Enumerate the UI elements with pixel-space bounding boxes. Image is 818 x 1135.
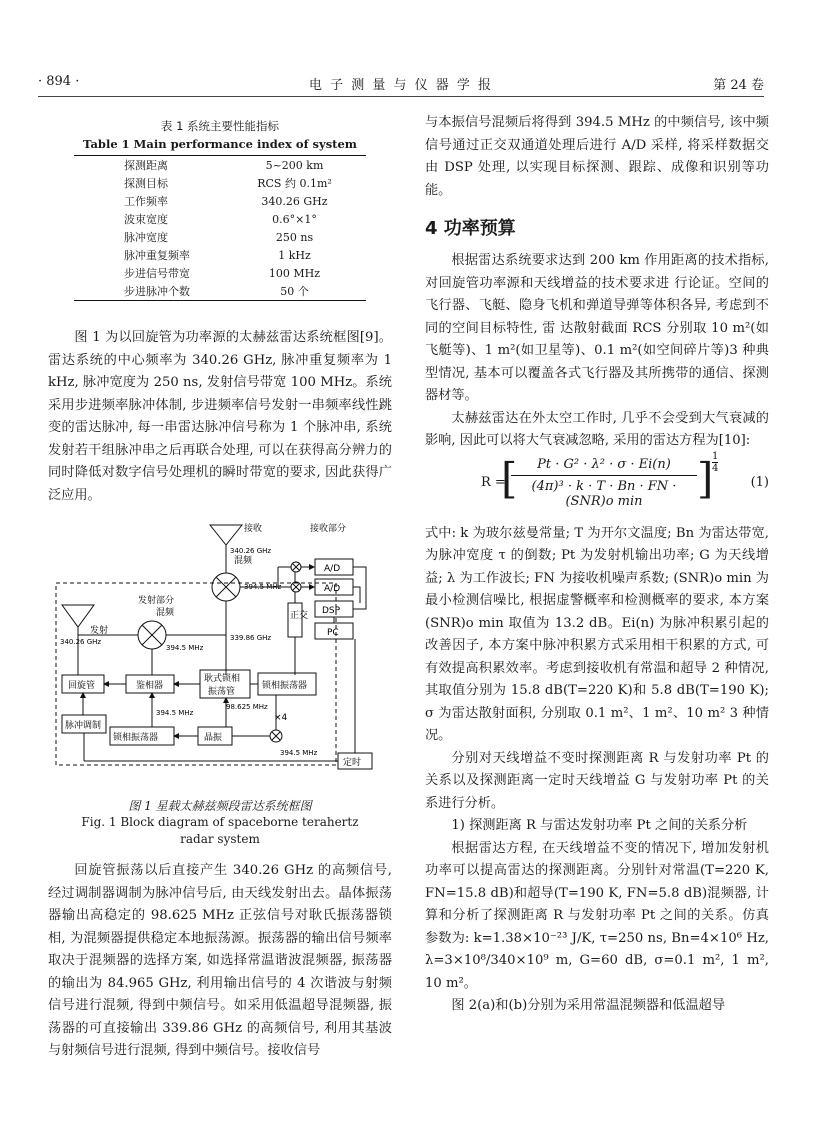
label-x4: ×4 [274, 713, 288, 723]
label-mix2: 混频 [156, 608, 175, 618]
paragraph: 与本振信号混频后将得到 394.5 MHz 的中频信号, 该中频信号通过正交双通道处理后进行 A/D 采样, 将采样数据交由 DSP 处理, 以实现目标探测、跟踪、成像和识别等功能。 [425, 115, 769, 198]
equation-number: (1) [750, 474, 769, 490]
table-cell: 脉冲重复频率 [124, 249, 190, 262]
table-cell: RCS 约 0.1m² [257, 177, 332, 190]
table-row [74, 282, 366, 301]
label-if-freq: 394.5 MHz [244, 583, 282, 591]
table-cell: 1 kHz [278, 248, 311, 262]
label-ad2: A/D [324, 584, 341, 594]
table-row [74, 156, 366, 174]
label-tx: 发射 [90, 626, 109, 636]
label-quad: 正交 [290, 611, 309, 621]
label-pll-osc: 锁相振荡器 [262, 681, 308, 691]
label-if2: 394.5 MHz [156, 709, 194, 717]
table-cell: 340.26 GHz [261, 194, 328, 208]
paragraph: 太赫兹雷达在外太空工作时, 几乎不会受到大气衰减的影响, 因此可以将大气衰减忽略, 采用的雷达方程为[10]: [425, 410, 769, 448]
label-ad1: A/D [324, 564, 341, 574]
block-diagram [48, 515, 392, 795]
equation-denominator: (4π)³ · k · T · Bn · FN · (SNR)o min [531, 478, 677, 509]
figure-caption-cn: 图 1 星载太赫兹频段雷达系统框图 [128, 799, 312, 813]
table-cell: 脉冲宽度 [124, 231, 168, 244]
table-caption-en: Table 1 Main performance index of system [83, 137, 357, 151]
exponent-denominator: 4 [712, 462, 719, 474]
right-column [425, 112, 769, 1018]
table-cell: 50 个 [223, 282, 366, 301]
table-cell: 步进信号带宽 [124, 267, 190, 280]
label-dsp: DSP [322, 606, 341, 616]
table-row [74, 210, 366, 228]
table-cell: 步进脉冲个数 [74, 282, 223, 301]
paragraph: 图 2(a)和(b)分别为采用常温混频器和低温超导 [451, 998, 726, 1013]
label-mod: 脉冲调制 [65, 721, 102, 731]
label-tx-freq: 340.26 GHz [60, 638, 102, 646]
label-gunn2: 振荡管 [208, 687, 236, 697]
label-recv-freq: 340.26 GHz [230, 547, 272, 555]
table-cell: 100 MHz [268, 266, 321, 280]
table-cell: 5~200 km [265, 158, 324, 172]
exponent-numerator: 1 [712, 450, 719, 462]
label-xtal: 晶振 [204, 733, 223, 743]
label-tx-part: 发射部分 [138, 596, 175, 606]
label-lo-freq: 339.86 GHz [230, 634, 272, 642]
label-pll-osc2: 锁相振荡器 [113, 733, 159, 743]
equation-fraction [511, 457, 697, 509]
label-recv: 接收 [244, 524, 263, 534]
left-column [48, 112, 392, 1063]
table-caption-cn: 表 1 系统主要性能指标 [160, 119, 280, 133]
table-cell: 250 ns [275, 230, 314, 244]
page-number: · 894 · [38, 74, 80, 89]
volume-label: 第 24 卷 [713, 78, 764, 93]
page-header [38, 74, 764, 98]
performance-table [74, 155, 366, 301]
diagram-svg [48, 515, 392, 795]
receive-antenna-icon [210, 525, 242, 545]
label-recv-part: 接收部分 [310, 524, 347, 534]
paragraph: 式中: k 为玻尔兹曼常量; T 为开尔文温度; Bn 为雷达带宽, 为脉冲宽度 τ 的倒数; Pt 为发射机输出功率; G 为天线增益; λ 为工作波长; FN 为接收机噪声系数; (SNR)o min 为最小检测信噪比, 根据虚警概率和检测概率的要求, 本方案(SNR)o min 取值为 13.2 dB。Ei(n) 为脉冲积累引起的改善因子, 本方案中脉冲积累方式采用相干积累的方式, 可有效提高积累效率。考虑到接收机有常温和超导 2 种情况, 其取值分别为 15.8 dB(T=220 K)和 5.8 dB(T=190 K); σ 为雷达散射面积, 分别取 0.1 m²、1 m²、10 m² 3 种情况。 [425, 525, 769, 743]
paragraph: 图 1 为以回旋管为功率源的太赫兹雷达系统框图[9]。雷达系统的中心频率为 340.26 GHz, 脉冲重复频率为 1 kHz, 脉冲宽度为 250 ns, 发射信号带宽 100 MHz。系统采用步进频率脉冲体制, 步进频率信号发射一串频率线性跳变的雷达脉冲, 每一串雷达脉冲信号称为 1 个脉冲串, 系统发射若干组脉冲串之后再联合处理, 可以在获得高分辨力的同时降低对数字信号处理机的瞬时带宽的要求, 因此获得广泛应用。 [48, 330, 392, 503]
label-gunn1: 耿式锁相 [204, 674, 241, 684]
table-cell: 工作频率 [124, 195, 168, 208]
transmit-antenna-icon [62, 605, 94, 627]
table-cell: 探测距离 [124, 159, 168, 172]
table-row [74, 246, 366, 264]
journal-title: 电 子 测 量 与 仪 器 学 报 [308, 78, 494, 93]
paragraph: 根据雷达方程, 在天线增益不变的情况下, 增加发射机功率可以提高雷达的探测距离。分别针对常温(T=220 K, FN=15.8 dB)和超导(T=190 K, FN=5.8 dB)混频器, 计算和分析了探测距离 R 与发射功率 Pt 之间的关系。仿真参数为: k=1.38×10⁻²³ J/K, τ=250 ns, Bn=4×10⁶ Hz, λ=3×10⁸/340×10⁹ m, G=60 dB, σ=0.1 m², 1 m², 10 m²。 [425, 840, 769, 991]
equation-bracket-left: [ [501, 453, 518, 503]
table-row [74, 264, 366, 282]
label-phase-det: 鉴相器 [136, 681, 164, 691]
equation-bracket-right: ] [697, 453, 714, 503]
label-mix1: 混频 [234, 556, 253, 566]
header-rule [38, 96, 764, 97]
paragraph: 分别对天线增益不变时探测距离 R 与发射功率 Pt 的关系以及探测距离一定时天线增益 G 与发射功率 Pt 的关系进行分析。 [425, 750, 769, 811]
table-cell: 0.6°×1° [272, 212, 317, 226]
equation-exponent [712, 451, 718, 474]
equation-numerator: Pt · G² · λ² · σ · Ei(n) [511, 457, 697, 476]
equation-lhs: R = [481, 474, 506, 490]
label-xtal-freq: 98.625 MHz [226, 703, 268, 711]
radar-equation [425, 450, 769, 523]
table-cell: 波束宽度 [124, 213, 168, 226]
table-row [74, 228, 366, 246]
table-row [74, 174, 366, 192]
paragraph: 1) 探测距离 R 与雷达发射功率 Pt 之间的关系分析 [451, 818, 748, 833]
label-pc: PC [327, 628, 339, 638]
table-row [74, 192, 366, 210]
label-tx-if: 394.5 MHz [166, 644, 204, 652]
label-if3: 394.5 MHz [280, 749, 318, 757]
label-gyro: 回旋管 [68, 681, 96, 691]
figure-caption-en: Fig. 1 Block diagram of spaceborne terahertz radar system [81, 815, 359, 846]
section-heading: 4 功率预算 [425, 218, 516, 239]
paragraph: 回旋管振荡以后直接产生 340.26 GHz 的高频信号, 经过调制器调制为脉冲信号后, 由天线发射出去。晶体振荡器输出高稳定的 98.625 MHz 正弦信号对耿氏振荡器锁相, 为混频器提供稳定本地振荡源。振荡器的输出信号频率取决于混频器的选择方案, 如选择常温谐波混频器, 振荡器的输出为 84.965 GHz, 利用输出信号的 4 次谐波与射频信号进行混频, 得到中频信号。如采用低温超导混频器, 振荡器的可直接输出 339.86 GHz 的高频信号, 利用其基波与射频信号进行混频, 得到中频信号。接收信号 [48, 863, 392, 1058]
paragraph: 根据雷达系统要求达到 200 km 作用距离的技术指标, 对回旋管功率源和天线增益的技术要求进 行论证。空间的飞行器、飞艇、隐身飞机和弹道导弹等体积各异, 考虑到不同的空间目标特性, 雷 达散射截面 RCS 分别取 10 m²(如飞艇等)、1 m²(如卫星等)、0.1 m²(如空间碎片等)3 种典型情况, 基本可以覆盖各式飞行器及其所携带的通信、探测器材等。 [425, 253, 769, 403]
table-cell: 探测目标 [124, 177, 168, 190]
label-timer: 定时 [343, 758, 362, 768]
